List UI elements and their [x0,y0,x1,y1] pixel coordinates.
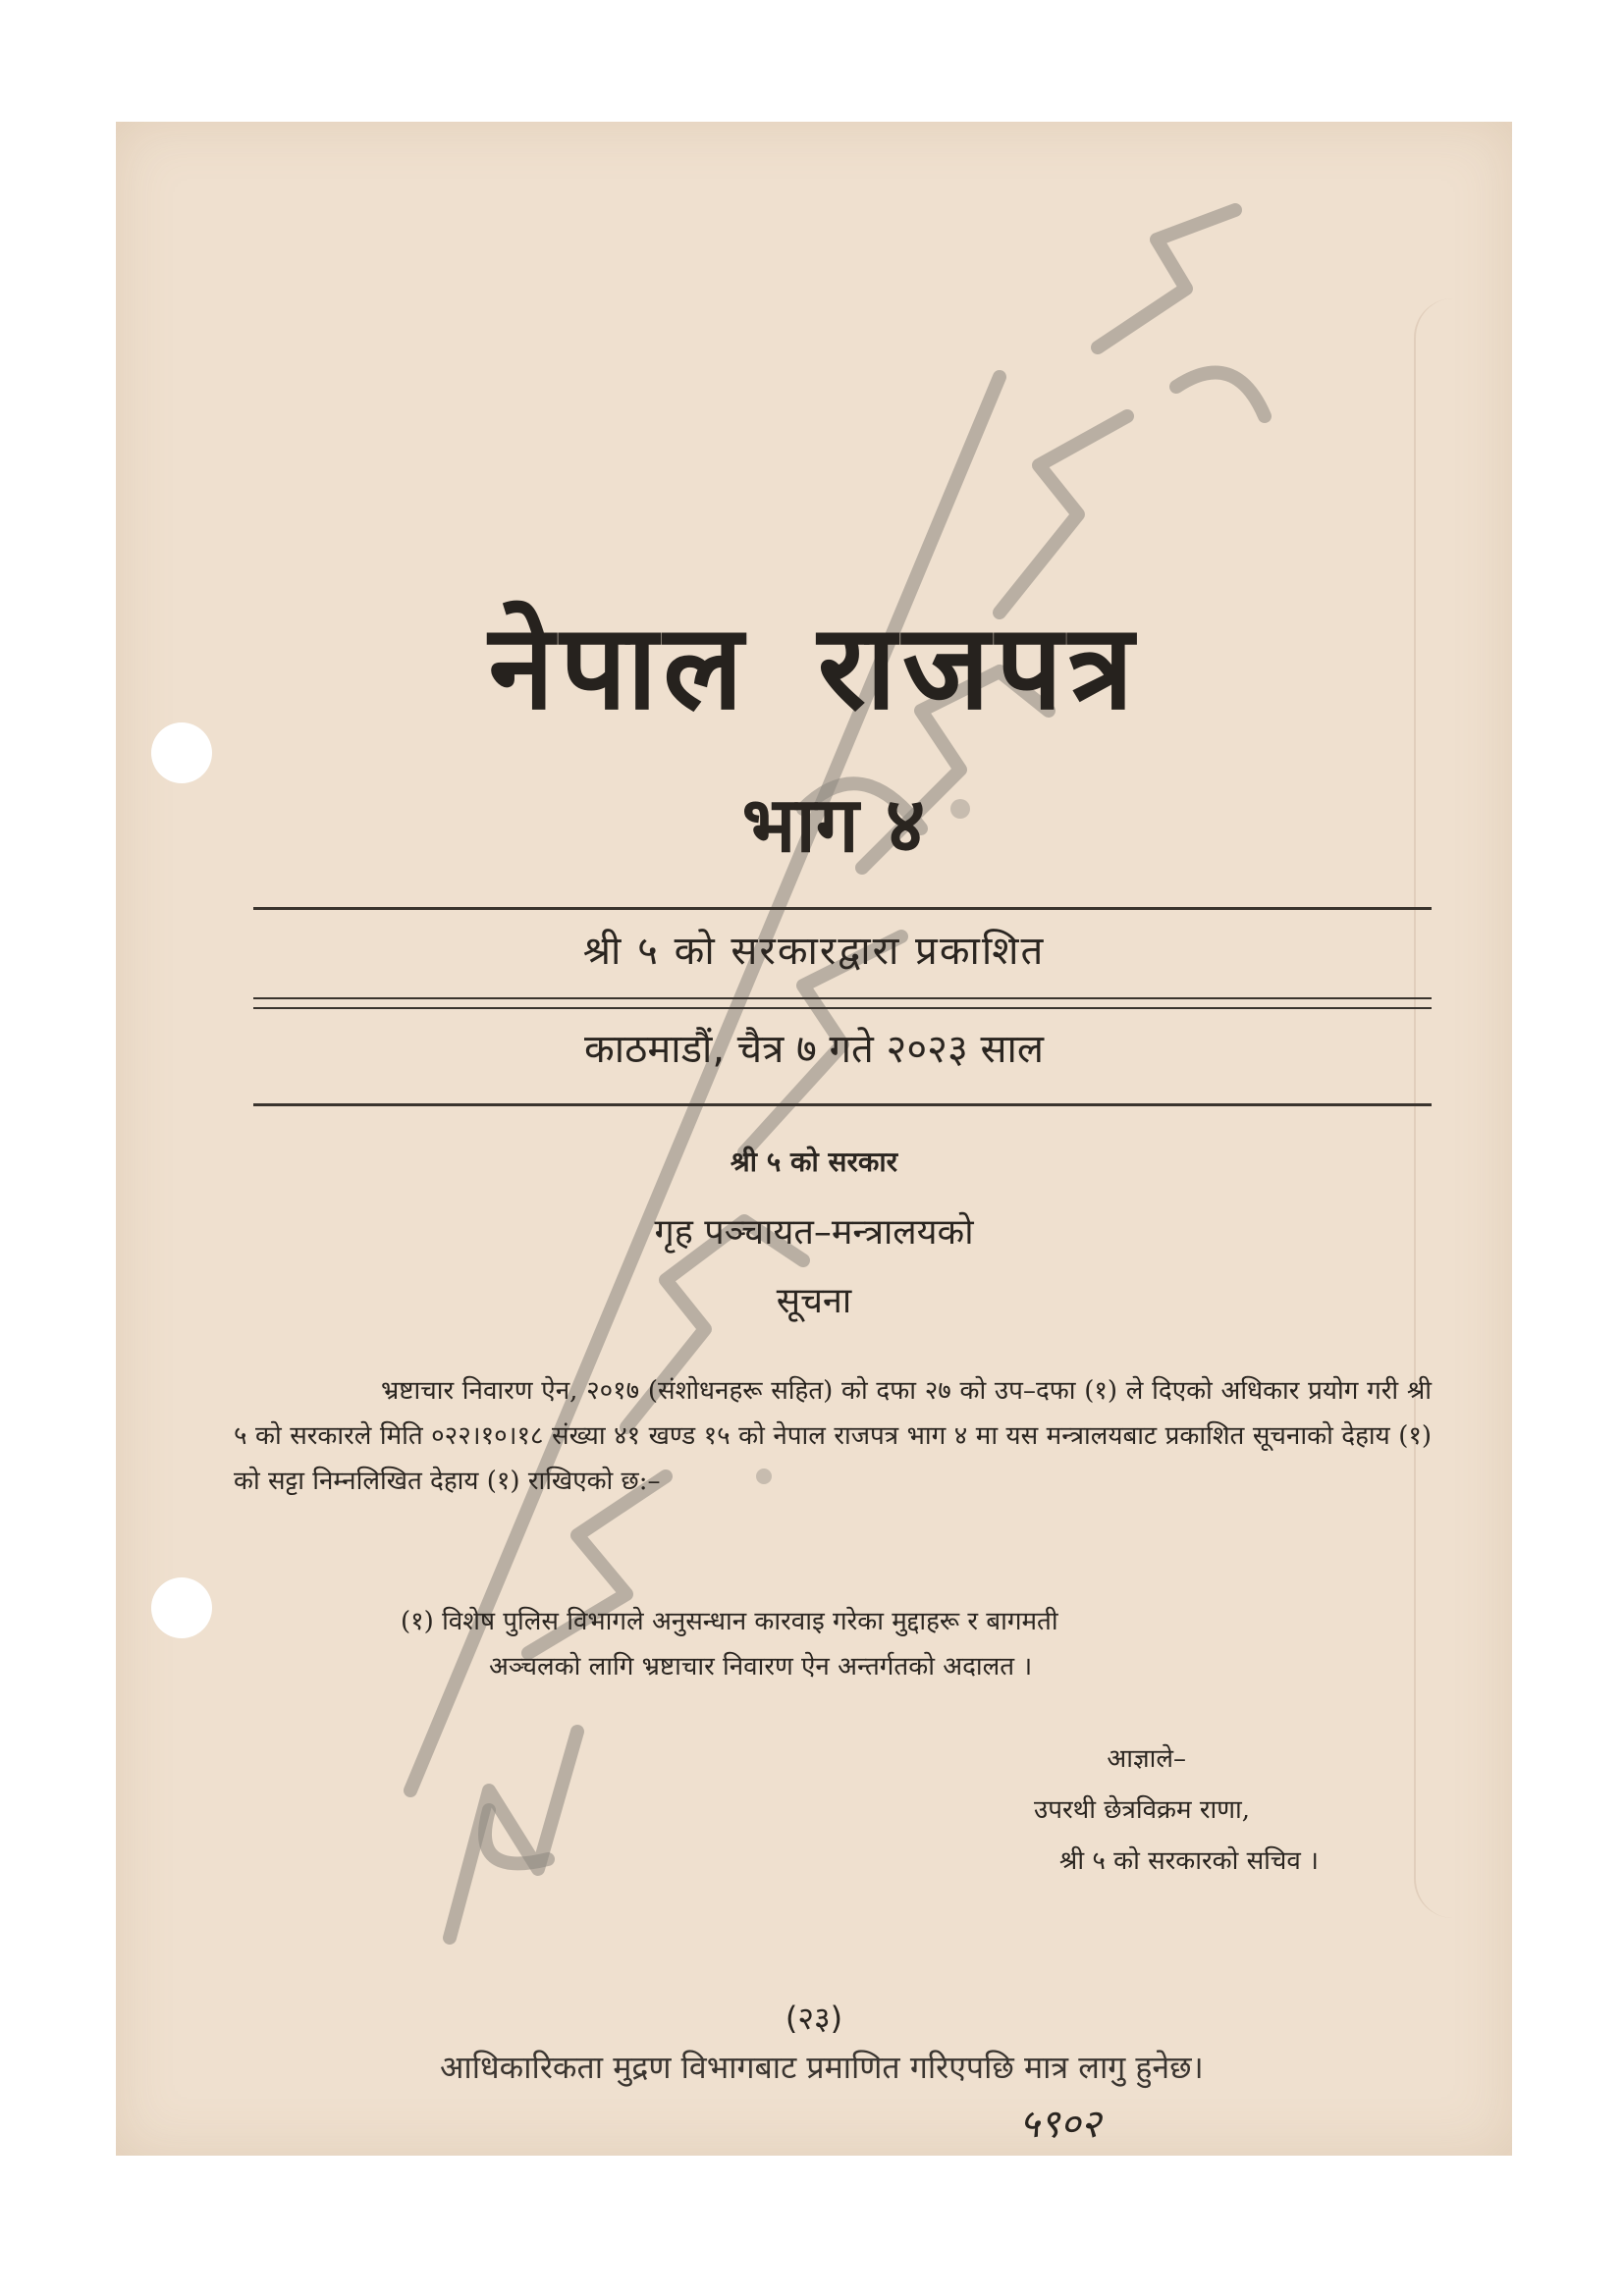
footer-note: आधिकारिकता मुद्रण विभागबाट प्रमाणित गरिएपछि मात्र लागु हुनेछ। [440,2049,1204,2086]
notice-title: सूचना [776,1281,852,1321]
issue-date: काठमाडौं, चैत्र ७ गते २०२३ साल [584,1027,1044,1072]
title-word-nepal: नेपाल [488,598,749,736]
divider-line [253,907,1432,910]
notice-paragraph: भ्रष्टाचार निवारण ऐन, २०१७ (संशोधनहरू सहित) को दफा २७ को उप–दफा (१) ले दिएको अधिकार प्रयोग गरी श्री ५ को सरकारले मिति ०२२।१०।१८ संख्या ४१ खण्ड १५ को नेपाल राजपत्र भाग ४ मा यस मन्त्रालयबाट प्रकाशित सूचनाको देहाय (१) को सट्टा निम्नलिखित देहाय (१) राखिएको छ:– [234,1376,1432,1496]
government-heading: श्री ५ को सरकार [730,1146,898,1178]
ministry-heading: गृह पञ्चायत–मन्त्रालयको [654,1212,974,1253]
gazette-title [116,583,1512,743]
page-number: (२३) [785,2000,843,2037]
handwritten-number: ५९०२ [1019,2102,1102,2147]
divider-line [253,1103,1432,1106]
divider-line [253,1007,1432,1009]
signature-order: आज्ञाले– [1107,1744,1186,1774]
gazette-part: भाग ४ [741,780,926,870]
gazette-page [116,122,1512,2156]
divider-line [253,997,1432,999]
notice-clause [401,1599,1432,1689]
clause-line-1: (१) विशेष पुलिस विभागले अनुसन्धान कारवाइ गरेका मुद्दाहरू र बागमती [401,1607,1058,1636]
punch-hole-bottom [151,1577,212,1638]
clause-line-2: अञ्चलको लागि भ्रष्टाचार निवारण ऐन अन्तर्गतको अदालत । [489,1652,1033,1682]
title-word-rajpatra: राजपत्र [817,598,1140,736]
signature-title: श्री ५ को सरकारको सचिव । [1058,1846,1319,1876]
signature-name: उपरथी छेत्रविक्रम राणा, [1034,1795,1250,1825]
publisher-line: श्री ५ को सरकारद्वारा प्रकाशित [582,929,1046,974]
